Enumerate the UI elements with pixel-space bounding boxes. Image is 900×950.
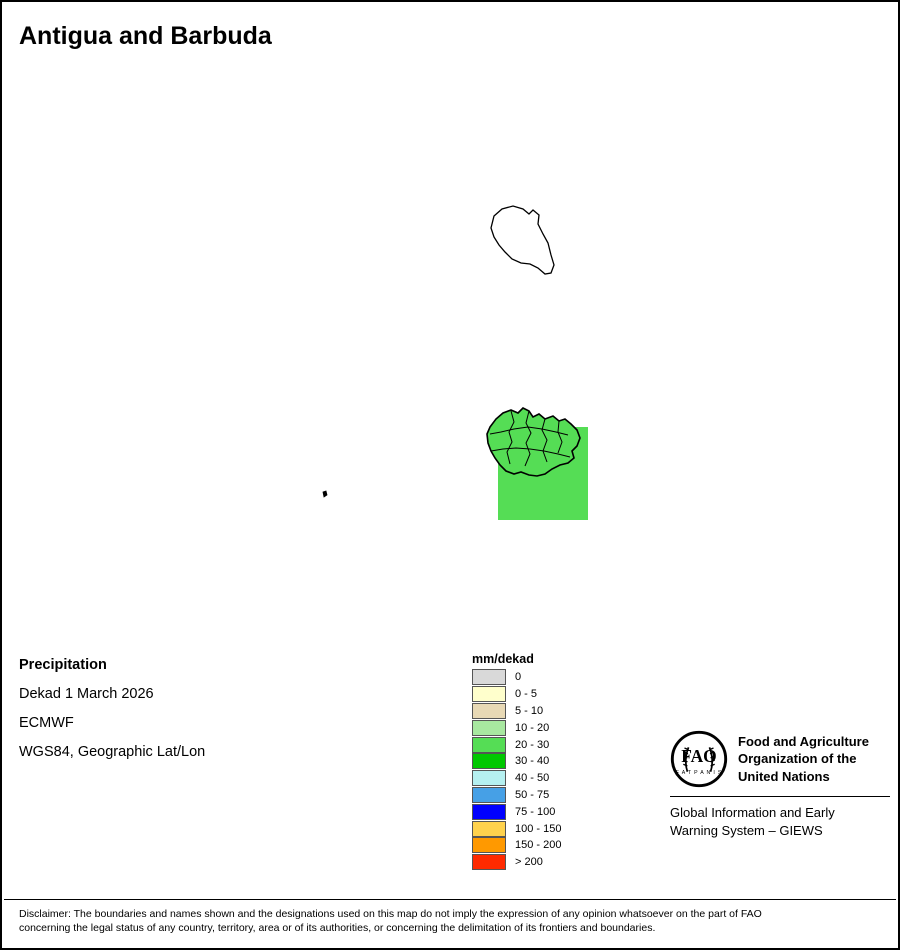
legend-swatch bbox=[472, 703, 506, 719]
legend-swatch bbox=[472, 770, 506, 786]
fao-name-line-3: United Nations bbox=[738, 768, 830, 784]
legend-item bbox=[472, 820, 622, 837]
svg-text:F A T P A N I S: F A T P A N I S bbox=[675, 770, 723, 777]
page-title: Antigua and Barbuda bbox=[19, 22, 272, 50]
legend-title: mm/dekad bbox=[472, 652, 534, 666]
disclaimer-line-2: concerning the legal status of any country, territory, area or of its authorities, or concerning the delimitation of its frontiers and boundaries. bbox=[19, 922, 656, 935]
barbuda-outline bbox=[491, 206, 554, 274]
fao-divider bbox=[670, 796, 890, 797]
legend-label: 40 - 50 bbox=[515, 772, 550, 785]
legend-swatch bbox=[472, 804, 506, 820]
legend-label: 10 - 20 bbox=[515, 721, 550, 734]
legend-label: > 200 bbox=[515, 856, 543, 869]
legend-item bbox=[472, 703, 622, 720]
disclaimer-line-1: Disclaimer: The boundaries and names shown and the designations used on this map do not imply the expression of any opinion whatsoever on the part of FAO bbox=[19, 908, 762, 920]
legend-swatch bbox=[472, 737, 506, 753]
legend-swatch bbox=[472, 686, 506, 702]
legend-swatch bbox=[472, 837, 506, 853]
giews-line-1: Global Information and Early bbox=[670, 805, 835, 820]
metadata-source: ECMWF bbox=[19, 715, 74, 731]
metadata-period: Dekad 1 March 2026 bbox=[19, 686, 154, 702]
legend-item bbox=[472, 787, 622, 804]
metadata-projection: WGS84, Geographic Lat/Lon bbox=[19, 744, 206, 760]
redonda-outline bbox=[323, 491, 327, 497]
legend-swatch bbox=[472, 720, 506, 736]
fao-name-line-1: Food and Agriculture bbox=[738, 734, 869, 750]
map-metadata bbox=[19, 657, 349, 773]
legend-item bbox=[472, 719, 622, 736]
legend-item bbox=[472, 736, 622, 753]
svg-text:FAO: FAO bbox=[681, 745, 717, 766]
fao-name-line-2: Organization of the bbox=[738, 751, 857, 767]
legend-item bbox=[472, 837, 622, 854]
legend-item bbox=[472, 686, 622, 703]
legend-label: 75 - 100 bbox=[515, 805, 556, 818]
disclaimer-divider bbox=[4, 899, 896, 900]
giews-line-2: Warning System – GIEWS bbox=[670, 822, 823, 838]
legend-label: 5 - 10 bbox=[515, 704, 544, 717]
legend-label: 100 - 150 bbox=[515, 822, 562, 835]
legend-item bbox=[472, 753, 622, 770]
legend-label: 30 - 40 bbox=[515, 755, 550, 768]
legend-label: 0 - 5 bbox=[515, 688, 538, 701]
legend-swatch bbox=[472, 787, 506, 803]
disclaimer bbox=[19, 907, 879, 935]
legend-label: 20 - 30 bbox=[515, 738, 550, 751]
legend-swatch bbox=[472, 753, 506, 769]
legend-item bbox=[472, 854, 622, 871]
legend-label: 50 - 75 bbox=[515, 788, 550, 801]
legend-item bbox=[472, 770, 622, 787]
legend-label: 0 bbox=[515, 671, 522, 684]
fao-branding bbox=[670, 730, 890, 839]
legend-item bbox=[472, 803, 622, 820]
legend-item bbox=[472, 669, 622, 686]
legend bbox=[472, 652, 622, 871]
legend-swatch bbox=[472, 821, 506, 837]
legend-swatch bbox=[472, 854, 506, 870]
metadata-variable: Precipitation bbox=[19, 657, 107, 673]
legend-label: 150 - 200 bbox=[515, 839, 562, 852]
legend-swatch bbox=[472, 669, 506, 685]
fao-logo-icon bbox=[670, 730, 728, 788]
